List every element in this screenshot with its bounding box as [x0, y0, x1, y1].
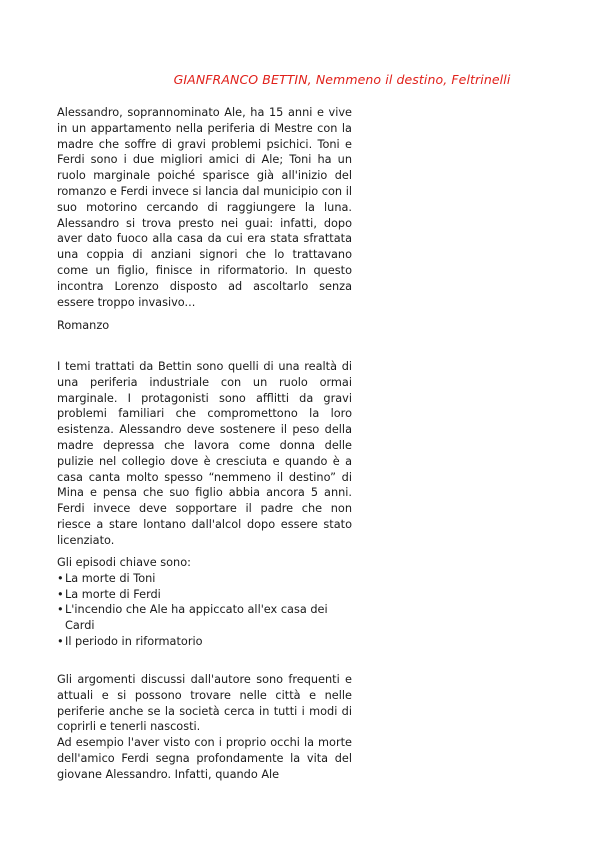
episode-text: Il periodo in riformatorio: [65, 634, 203, 648]
synopsis-paragraph: Alessandro, soprannominato Ale, ha 15 anni e vive in un appartamento nella periferia di Mestre con la madre che soffre di gravi problemi psichici. Toni e Ferdi sono i due migliori amici di Ale; Toni ha un ruolo marginale poiché sparisce già all'inizio del romanzo e Ferdi invece si lancia dal municipio con il suo motorino cercando di raggiungere la luna. Alessandro si trova presto nei guai: infatti, dopo aver dato fuoco alla casa da cui era stata sfrattata una coppia di anziani signori che lo trattavano come un figlio, finisce in riformatorio. In questo incontra Lorenzo disposto ad ascoltarlo senza essere troppo invasivo...: [57, 106, 352, 309]
genre-label: Romanzo: [57, 319, 110, 332]
list-item: [57, 634, 352, 650]
arguments-section: [57, 672, 352, 783]
episode-text: La morte di Toni: [65, 571, 156, 585]
list-item: [57, 587, 352, 603]
bullet-icon: •: [57, 634, 64, 648]
episode-text: L'incendio che Ale ha appiccato all'ex casa dei Cardi: [65, 603, 328, 633]
document-title: GIANFRANCO BETTIN, Nemmeno il destino, Feltrinelli: [173, 72, 511, 87]
episodes-list: [57, 571, 352, 650]
example-paragraph: Ad esempio l'aver visto con i proprio occhi la morte dell'amico Ferdi segna profondamente la vita del giovane Alessandro. Infatti, quando Ale: [57, 736, 352, 781]
list-item: [57, 571, 352, 587]
bullet-icon: •: [57, 603, 64, 617]
list-item: [57, 602, 352, 634]
episode-text: La morte di Ferdi: [65, 587, 161, 601]
episodes-section: [57, 555, 352, 650]
arguments-paragraph: Gli argomenti discussi dall'autore sono frequenti e attuali e si possono trovare nelle città e nelle periferie anche se la società cerca in tutti i modi di coprirli e tenerli nascosti.: [57, 673, 352, 734]
episodes-intro: Gli episodi chiave sono:: [57, 556, 191, 569]
bullet-icon: •: [57, 587, 64, 601]
bullet-icon: •: [57, 571, 64, 585]
themes-paragraph: I temi trattati da Bettin sono quelli di una realtà di una periferia industriale con un ruolo ormai marginale. I protagonisti sono afflitti da gravi problemi familiari che compromettono la loro esistenza. Alessandro deve sostenere il peso della madre depressa che lavora come donna delle pulizie nel collegio dove è cresciuta e quando è a casa canta molto spesso “nemmeno il destino” di Mina e pensa che suo figlio abbia ancora 5 anni. Ferdi invece deve sopportare il padre che non riesce a stare lontano dall'alcol dopo essere stato licenziato.: [57, 360, 352, 547]
